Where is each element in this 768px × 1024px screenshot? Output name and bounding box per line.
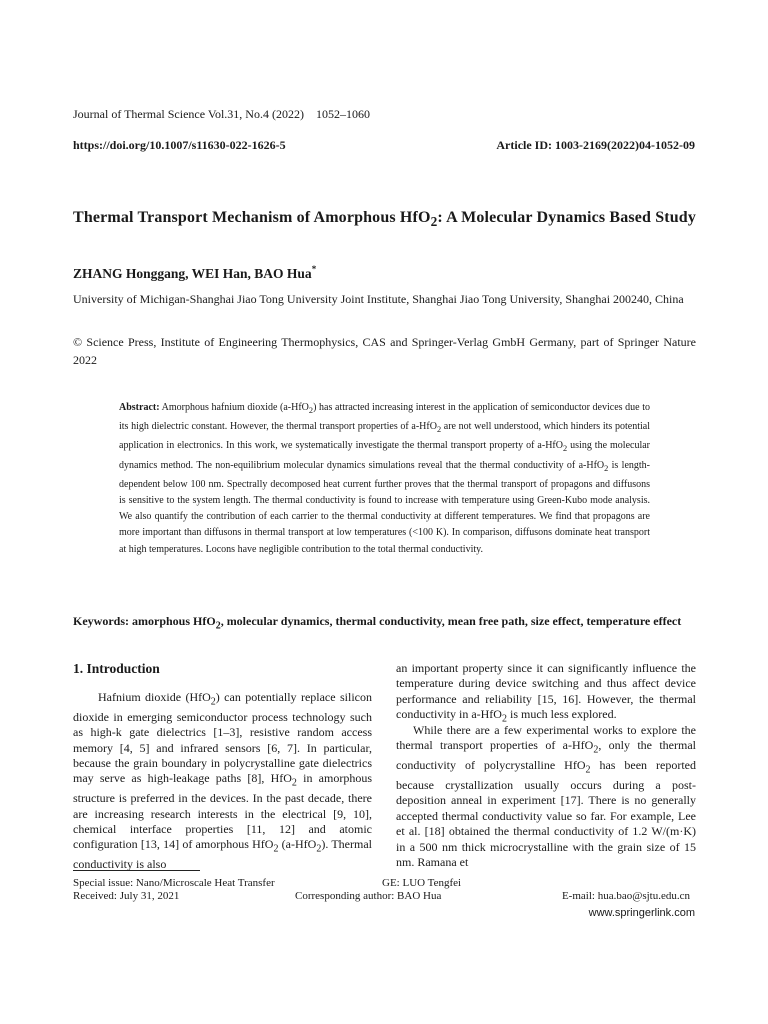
publisher-website-link[interactable]: www.springerlink.com: [588, 907, 695, 919]
body-subscript: 2: [593, 744, 599, 756]
body-subscript: 2: [210, 696, 216, 708]
body-subscript: 2: [501, 713, 507, 725]
abstract-subscript: 2: [308, 406, 314, 415]
corresponding-mark: *: [311, 264, 317, 274]
keywords-label: Keywords:: [73, 614, 129, 628]
email-address[interactable]: E-mail: hua.bao@sjtu.edu.cn: [561, 890, 690, 902]
body-text: While there are a few experimental works to explore the thermal transport properties of a-HfO: [396, 723, 696, 753]
body-text: is much less explored.: [506, 707, 617, 722]
abstract-text: ) has attracted increasing interest in the application of semiconductor devices due to its high dielectric constant. However, the thermal transport properties of a-HfO: [119, 402, 651, 433]
body-text: Hafnium dioxide (HfO: [98, 690, 211, 704]
page-range: 1052–1060: [315, 107, 370, 121]
authors-text: ZHANG Honggang, WEI Han, BAO Hua: [73, 266, 312, 281]
article-id: Article ID: 1003-2169(2022)04-1052-09: [496, 138, 695, 152]
keywords-subscript: 2: [215, 620, 221, 632]
intro-paragraph-right-1: [396, 661, 696, 727]
title-text-end: : A Molecular Dynamics Based Study: [437, 209, 697, 226]
special-issue-note: Special issue: Nano/Microscale Heat Transfer: [73, 877, 275, 889]
body-subscript: 2: [291, 777, 297, 789]
intro-paragraph-right-2: [396, 723, 696, 870]
body-text: has been reported because crystallization usually occurs during a post-deposition anneal in experiment [17]. There is no generally accepted thermal conductivity value so far. For example, Lee et al. [18] obtained the thermal conductivity of 1.2 W/(m·K) in a 500 nm thick microcrystalline with the grain size of 15 nm. Ramana et: [396, 758, 696, 870]
body-text: ) can potentially replace silicon dioxide in emerging semiconductor process technology such as high-k gate dielectrics [1–3], resistive random access memory [4, 5] and infrared sensors [6, 7]. In particular, because the grain boundary in polycrystalline gate dielectrics may serve as high-leakage paths [8], HfO: [73, 690, 372, 786]
keywords-text: , molecular dynamics, thermal conductivity, mean free path, size effect, temperature effect: [220, 614, 682, 628]
journal-name: Journal of Thermal Science Vol.31, No.4 (2022): [73, 107, 304, 121]
abstract: [119, 400, 650, 558]
copyright-notice: © Science Press, Institute of Engineering Thermophysics, CAS and Springer-Verlag GmbH Germany, part of Springer Nature 2022: [73, 335, 696, 367]
title-subscript: 2: [430, 214, 438, 230]
title-text: Thermal Transport Mechanism of Amorphous HfO: [73, 209, 431, 226]
author-list: [73, 264, 316, 282]
footnote-divider: [73, 870, 200, 871]
abstract-label: Abstract:: [119, 402, 160, 413]
received-date: Received: July 31, 2021: [73, 890, 180, 902]
affiliation: University of Michigan-Shanghai Jiao Tong University Joint Institute, Shanghai Jiao Tong University, Shanghai 200240, China: [73, 292, 684, 306]
keywords: [73, 613, 760, 634]
keywords-text: amorphous HfO: [132, 614, 216, 628]
section-heading: 1. Introduction: [73, 661, 160, 676]
body-subscript: 2: [273, 843, 279, 855]
abstract-text: using the molecular dynamics method. The non-equilibrium molecular dynamics simulations reveal that the thermal conductivity of a-HfO: [119, 440, 650, 471]
body-text: an important property since it can significantly influence the temperature during device switching and thus affect device performance and reliability [15, 16]. However, the thermal conductivity in a-HfO: [396, 661, 696, 722]
body-text: ). Thermal conductivity is also: [73, 837, 372, 872]
abstract-subscript: 2: [562, 444, 568, 454]
abstract-subscript: 2: [604, 463, 609, 473]
intro-paragraph-left: [73, 690, 372, 873]
body-text: , only the thermal conductivity of polycrystalline HfO: [396, 738, 696, 773]
abstract-text: is length-dependent below 100 nm. Spectrally decomposed heat current further proves that the thermal transport of propagons and diffusons is sensitive to the system length. The thermal conductivity is found to increase with temperature using Green-Kubo mode analysis. We also quantify the contribution of each carrier to the thermal conductivity at different temperatures. We find that propagons are more important than diffusons in thermal transport at low temperatures (<100 K). In comparison, diffusons dominate heat transport at high temperatures. Locons have negligible contribution to the total thermal conductivity.: [119, 459, 650, 555]
journal-citation: [73, 107, 370, 122]
body-text: in amorphous structure is preferred in the devices. In the past decade, there are increasing research interests in the electrical [9, 10], chemical interface properties [11, 12] and atomic configuration [13, 14] of amorphous HfO: [73, 771, 372, 852]
guest-editor-note: GE: LUO Tengfei: [382, 877, 462, 889]
paper-title: [73, 207, 697, 232]
body-subscript: 2: [585, 764, 591, 776]
body-text: (a-HfO: [278, 837, 317, 852]
doi-link[interactable]: https://doi.org/10.1007/s11630-022-1626-5: [73, 138, 286, 152]
abstract-text: are not well understood, which hinders its potential application in electronics. In this work, we systematically investigate the thermal transport property of a-HfO: [119, 421, 650, 452]
body-subscript: 2: [316, 843, 322, 855]
abstract-subscript: 2: [436, 425, 442, 435]
abstract-text: Amorphous hafnium dioxide (a-HfO: [161, 402, 309, 413]
corresponding-author: Corresponding author: BAO Hua: [295, 890, 442, 902]
